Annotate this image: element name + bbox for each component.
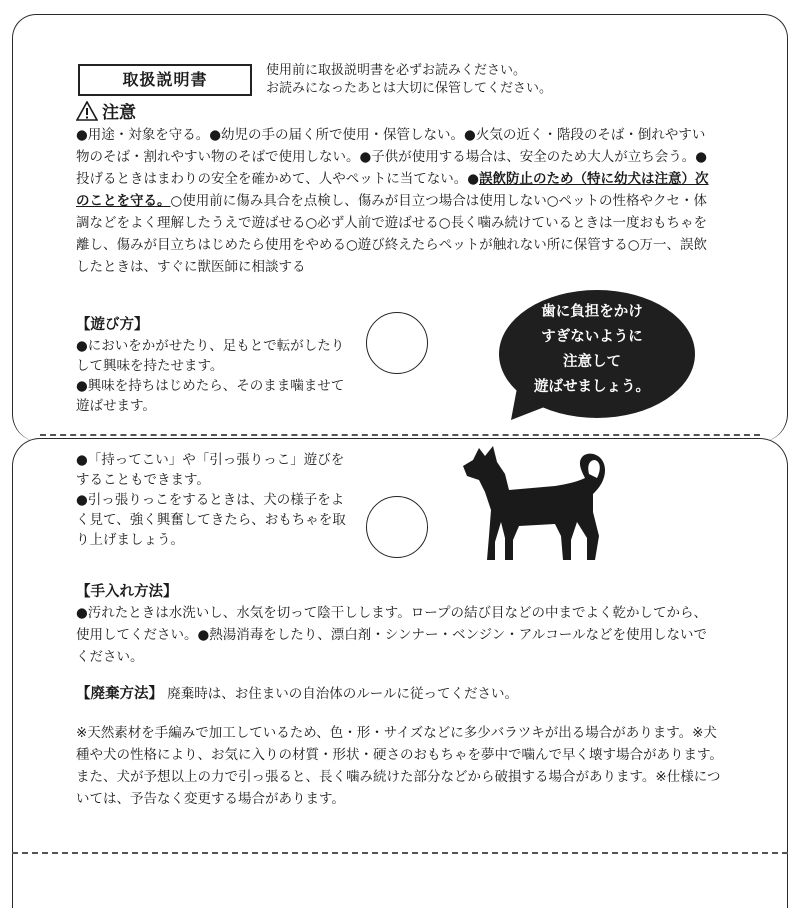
- intro-line-1: 使用前に取扱説明書を必ずお読みください。: [266, 63, 527, 78]
- intro-line-2: お読みになったあとは大切に保管してください。: [266, 81, 553, 96]
- hang-hole-bottom: [366, 496, 428, 558]
- bubble-line: 歯に負担をかけ: [541, 304, 643, 320]
- caution-underlined: 誤飲防止のため（特に幼犬は注意）次のことを守る。: [76, 171, 709, 209]
- caution-part-2: ○使用前に傷み具合を点検し、傷みが目立つ場合は使用しない○ペットの性格やクセ・体調などをよく理解したうえで遊ばせる○必ず人前で遊ばせる○長く噛み続けているときは一度おもちゃを離し、傷みが目立ちはじめたら使用をやめる○遊び終えたらペットが触れない所に保管する○万一、誤飲したときは、すぐに獣医師に相談する: [76, 193, 708, 275]
- intro-text: [266, 62, 552, 98]
- bubble-line: 注意して: [563, 354, 621, 370]
- play-item: ●引っ張りっこをするときは、犬の様子をよく見て、強く興奮してきたら、おもちゃを取り上げましょう。: [76, 492, 346, 548]
- warning-icon: [76, 101, 98, 121]
- play-item: ●においをかがせたり、足もとで転がしたりして興味を持たせます。: [76, 338, 345, 374]
- caution-heading-label: 注意: [102, 103, 136, 123]
- play-heading: 【遊び方】: [76, 317, 149, 333]
- bubble-text: [500, 300, 684, 400]
- disposal-text: 廃棄時は、お住まいの自治体のルールに従ってください。: [167, 686, 519, 702]
- caution-part-1: ●用途・対象を守る。●幼児の手の届く所で使用・保管しない。●火気の近く・階段のそば・倒れやすい物のそば・割れやすい物のそばで使用しない。●子供が使用する場合は、安全のため大人が立ち会う。●投げるときはまわりの安全を確かめて、人やペットに当てない。●: [76, 127, 708, 187]
- play-item: ●興味を持ちはじめたら、そのまま噛ませて遊ばせます。: [76, 378, 345, 414]
- manual-title: 取扱説明書: [78, 64, 252, 96]
- care-text: ●汚れたときは水洗いし、水気を切って陰干しします。ロープの結び目などの中までよく乾かしてから、使用してください。●熱湯消毒をしたり、漂白剤・シンナー・ベンジン・アルコールなどを使用しないでください。: [76, 605, 708, 665]
- play-list-bottom: [76, 450, 346, 550]
- disposal-row: [76, 683, 716, 705]
- bubble-line: 遊ばせましょう。: [534, 379, 650, 395]
- play-list-top: [76, 336, 346, 416]
- notes-text: ※天然素材を手編みで加工しているため、色・形・サイズなどに多少バラツキが出る場合があります。※犬種や犬の性格により、お気に入りの材質・形状・硬さのおもちゃを夢中で噛んで早く壊す場合があります。また、犬が予想以上の力で引っ張ると、長く噛み続けた部分などから破損する場合があります。※仕様については、予告なく変更する場合があります。: [76, 725, 723, 807]
- play-item: ●「持ってこい」や「引っ張りっこ」遊びをすることもできます。: [76, 452, 345, 488]
- caution-text: [76, 124, 716, 278]
- care-heading: 【手入れ方法】: [76, 584, 178, 600]
- bubble-line: すぎないように: [541, 329, 643, 345]
- caution-heading: [76, 98, 136, 123]
- cut-line: [12, 852, 788, 854]
- disposal-heading: 【廃棄方法】: [76, 686, 163, 702]
- hang-hole-top: [366, 312, 428, 374]
- dog-silhouette-icon: [455, 440, 615, 580]
